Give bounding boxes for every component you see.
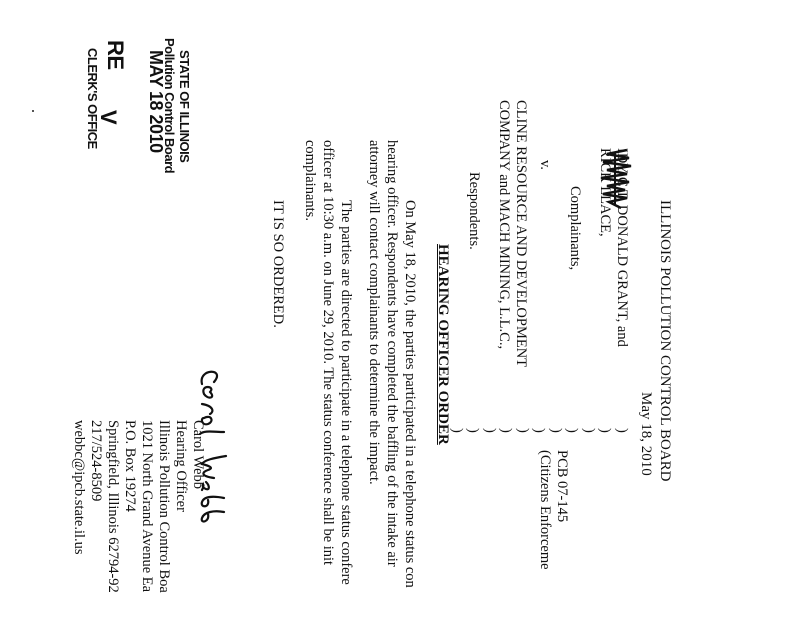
case-number: PCB 07-145 <box>554 450 570 523</box>
received-stamp-header: RE <box>103 40 128 70</box>
paragraph1-line3: attorney will contact complainants to determine the impact. <box>366 140 382 485</box>
paragraph1-line1: On May 18, 2010, the parties participated in a telephone status con <box>402 200 418 588</box>
complainants-label: Complainants, <box>567 186 583 271</box>
order-title: HEARING OFFICER ORDER <box>435 244 451 445</box>
case-type: (Citizens Enforceme <box>537 450 553 570</box>
redaction-scribble <box>587 148 637 218</box>
versus-label: v. <box>537 160 553 170</box>
officer-title: Hearing Officer <box>173 420 189 512</box>
officer-email: webbc@ipcb.state.il.us <box>71 420 87 555</box>
stamp-state: STATE OF ILLINOIS <box>177 50 192 163</box>
paragraph2-line1: The parties are directed to participate in a telephone status confere <box>338 200 354 585</box>
respondent-line1: CLINE RESOURCE AND DEVELOPMENT <box>513 100 529 368</box>
complainants-names-line1: IDY C T, DONALD GRANT, and <box>614 148 630 347</box>
board-name: ILLINOIS POLLUTION CONTROL BOARD <box>657 200 673 482</box>
respondent-line2: COMPANY and MACH MINING, L.L.C., <box>496 100 512 350</box>
respondents-label: Respondents. <box>466 172 482 250</box>
officer-phone: 217/524-8509 <box>88 420 104 502</box>
stamp-mark: V <box>96 110 121 125</box>
stamp-board: Pollution Control Board <box>162 38 177 174</box>
officer-agency: Illinois Pollution Control Boa <box>156 420 172 593</box>
paragraph1-line2: hearing officer. Respondents have completed the baffling of the intake air <box>384 140 400 567</box>
clerks-office-stamp: CLERK'S OFFICE <box>85 48 100 149</box>
officer-name: Carol Webb <box>190 420 206 490</box>
order-date: May 18, 2010 <box>638 392 654 476</box>
complainants-names-line2: RICK LLACE, <box>597 148 613 237</box>
caption-parentheses: ) ) ) ) ) ) ) ) ) ) ) <box>449 428 630 433</box>
stamp-date: MAY 18 2010 <box>146 50 166 153</box>
officer-po-box: P.O. Box 19274 <box>122 420 138 512</box>
scan-speck <box>32 110 34 112</box>
paragraph2-line3: complainants. <box>302 140 318 221</box>
so-ordered: IT IS SO ORDERED. <box>270 200 286 328</box>
paragraph2-line2: officer at 10:30 a.m. on June 29, 2010. The status conference shall be init <box>320 140 336 566</box>
officer-address1: 1021 North Grand Avenue Ea <box>139 420 155 593</box>
officer-city: Springfield, Illinois 62794-92 <box>105 420 121 593</box>
